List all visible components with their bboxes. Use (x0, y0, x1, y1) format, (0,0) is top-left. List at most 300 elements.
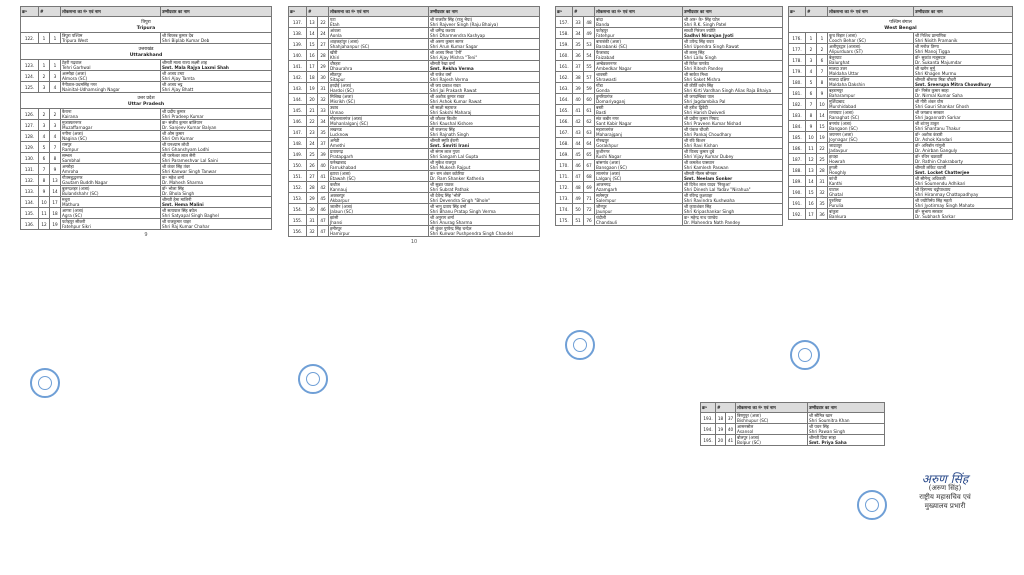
serial-number: 159. (556, 39, 573, 50)
constituency-name-english: Etah (330, 22, 340, 27)
constituency-name-english: Akbarpur (330, 198, 350, 203)
constituency-name-hindi: एटा (330, 17, 336, 22)
state-heading-row (21, 44, 272, 60)
constituency-number: 9 (50, 164, 61, 175)
serial-number: 137. (289, 17, 307, 28)
constituency-name-english: Bangaon (SC) (829, 126, 858, 131)
serial-number: 191. (789, 198, 806, 209)
constituency-cell (828, 132, 914, 143)
constituency-name-english: Kushi Nagar (596, 154, 622, 159)
header-pc: लोकसभा का नं॰ एवं नाम (736, 403, 808, 413)
header-no: # (806, 7, 828, 17)
candidate-name-english-text: Shri Ajay Bhatt (162, 87, 194, 92)
table-row (789, 187, 1013, 198)
candidate-name-english-text: Shri R.K. Singh Patel (684, 22, 727, 27)
constituency-number: 39 (318, 149, 329, 160)
candidate-name-english (162, 169, 270, 174)
table-row (556, 215, 783, 226)
serial-number: 134. (21, 197, 39, 208)
candidate-cell (161, 33, 272, 44)
state-row-number: 29 (307, 193, 318, 204)
constituency-number: 31 (817, 176, 828, 187)
constituency-name-hindi: रामपुर (62, 142, 72, 147)
candidate-name-english (809, 440, 883, 445)
serial-number: 168. (556, 138, 573, 149)
candidate-name-english-text: Smt. Rekha Verma (430, 66, 474, 71)
candidate-name-english (430, 132, 538, 137)
candidate-name-english-text: Shri Sangam Lal Gupta (430, 154, 479, 159)
candidate-name-english-text: Shri Jagdambika Pal (684, 99, 726, 104)
serial-number: 149. (289, 149, 307, 160)
state-row-number: 19 (307, 83, 318, 94)
constituency-name-hindi: गोंडा (596, 83, 603, 88)
constituency-number: 10 (817, 99, 828, 110)
constituency-name-hindi: हमीरपुर (330, 226, 342, 231)
constituency-name-english: Balurghat (829, 60, 850, 65)
table-row (289, 138, 540, 149)
constituency-name-english: Shahjahanpur (SC) (330, 44, 370, 49)
candidate-cell (161, 131, 272, 142)
constituency-cell (828, 121, 914, 132)
constituency-name-english: Gorakhpur (596, 143, 619, 148)
state-row-number: 37 (573, 61, 584, 72)
constituency-cell (595, 171, 683, 182)
table-header (556, 7, 783, 17)
candidate-name-english-text: Shri Ravi Kishan (684, 143, 718, 148)
constituency-name-hindi: मुजफ्फरनगर (62, 120, 82, 125)
candidate-name-english-text: Shri Devendra Singh "Bhole" (430, 198, 491, 203)
constituency-name-english: Azamgarh (596, 187, 618, 192)
constituency-cell (61, 60, 161, 71)
constituency-name-english: Misrikh (SC) (330, 99, 356, 104)
table-row (289, 61, 540, 72)
candidate-name-hindi: श्री अजय टम्टा (162, 71, 185, 76)
table-row (21, 142, 272, 153)
candidate-cell (683, 204, 783, 215)
constituency-name-hindi: कन्नौज (330, 182, 340, 187)
candidate-name-english-text: Shri Rajveer Singh (Raju Bhaiya) (430, 22, 498, 27)
constituency-cell (736, 424, 808, 435)
candidate-name-hindi: डा॰ महेश शर्मा (162, 175, 184, 180)
candidate-name-hindi: श्री कमलेश पासवान (684, 160, 715, 165)
table-row (21, 131, 272, 142)
candidate-name-english (809, 418, 883, 423)
constituency-cell (61, 131, 161, 142)
constituency-cell (61, 82, 161, 93)
candidate-table (20, 6, 272, 230)
serial-number: 182. (789, 99, 806, 110)
constituency-number: 32 (318, 94, 329, 105)
constituency-number: 4 (50, 82, 61, 93)
candidate-name-english (430, 176, 538, 181)
candidate-name-english-text: Smt. Neelam Sonker (684, 176, 733, 181)
constituency-name-english: Ambedkar Nagar (596, 66, 632, 71)
candidate-name-english-text: Smt. Locket Chatterjee (915, 170, 970, 175)
constituency-number: 6 (817, 55, 828, 66)
constituency-name-english: Aonla (330, 33, 342, 38)
candidate-cell (161, 82, 272, 93)
constituency-name-english: Pratapgarh (330, 154, 354, 159)
candidate-name-english (430, 66, 538, 71)
constituency-number: 31 (318, 83, 329, 94)
constituency-name-hindi: आगरा (अजा) (62, 208, 84, 213)
candidate-name-english (915, 82, 1011, 87)
candidate-cell (914, 88, 1013, 99)
constituency-number: 2 (817, 44, 828, 55)
constituency-name-english: Fatehpur (596, 33, 615, 38)
candidate-name-english (430, 187, 538, 192)
constituency-cell (329, 149, 429, 160)
table-row (289, 39, 540, 50)
candidate-table (788, 6, 1013, 220)
state-row-number: 15 (307, 39, 318, 50)
candidate-name-english-text: Shri Kaushal Kishore (430, 121, 473, 126)
candidate-name-english (915, 148, 1011, 153)
candidate-cell (683, 39, 783, 50)
constituency-cell (329, 94, 429, 105)
state-name-english: Uttar Pradesh (127, 102, 165, 107)
constituency-name-english: Faizabad (596, 55, 615, 60)
constituency-cell (595, 72, 683, 83)
candidate-name-hindi: श्री साकेत मिश्रा (684, 72, 708, 77)
constituency-name-hindi: अलीपुरद्वार (अजजा) (829, 44, 861, 49)
candidate-cell (429, 50, 540, 61)
serial-number: 169. (556, 149, 573, 160)
constituency-number: 61 (584, 105, 595, 116)
constituency-number: 40 (726, 424, 736, 435)
header-candidate: उम्मीदवार का नाम (161, 7, 272, 17)
candidate-cell (683, 160, 783, 171)
constituency-number: 40 (318, 160, 329, 171)
constituency-number: 22 (318, 17, 329, 28)
candidate-name-english (162, 76, 270, 81)
candidate-name-hindi: श्री परमेश्वर लाल सैनी (162, 153, 196, 158)
serial-number: 167. (556, 127, 573, 138)
constituency-cell (329, 61, 429, 72)
candidate-name-hindi: डॉ॰ सुभाष सरकार (915, 209, 943, 214)
table-row (21, 82, 272, 93)
state-row-number: 24 (307, 138, 318, 149)
constituency-number: 49 (584, 28, 595, 39)
candidate-cell (429, 226, 540, 237)
table-row (789, 165, 1013, 176)
serial-number: 160. (556, 50, 573, 61)
candidate-cell (683, 72, 783, 83)
candidate-name-english-text: Shri Jyotirmay Singh Mahato (915, 203, 975, 208)
constituency-name-english: Sitapur (330, 77, 346, 82)
serial-number: 173. (556, 193, 573, 204)
candidate-cell (914, 121, 1013, 132)
constituency-name-hindi: अल्मोड़ा (अजा) (62, 71, 87, 76)
candidate-name-english-text: Smt. Priya Saha (809, 440, 847, 445)
candidate-name-english-text: Shri Kanwar Singh Tanwar (162, 169, 217, 174)
constituency-name-hindi: अकबरपुर (330, 193, 345, 198)
state-row-number: 50 (573, 204, 584, 215)
candidate-name-english (915, 104, 1011, 109)
table-row (289, 50, 540, 61)
candidate-cell (683, 215, 783, 226)
candidate-name-hindi: श्री कुंवर पुष्पेन्द्र सिंह चन्देल (430, 226, 472, 231)
candidate-cell (914, 132, 1013, 143)
candidate-name-hindi: डॉ॰ अशोक कंडारी (915, 132, 943, 137)
constituency-name-english: Ghatal (829, 192, 843, 197)
constituency-name-hindi: फर्रुखाबाद (330, 160, 346, 165)
constituency-name-english: Sambhal (62, 158, 81, 163)
constituency-name-hindi: जादवपुर (829, 143, 842, 148)
document-page-2 (288, 6, 540, 245)
candidate-name-english (430, 165, 538, 170)
candidate-cell (429, 28, 540, 39)
constituency-cell (828, 209, 914, 220)
serial-number: 190. (789, 187, 806, 198)
candidate-name-english-text: Dr. Subhash Sarkar (915, 214, 956, 219)
candidate-name-english-text: Shri Ajay Tamta (162, 76, 195, 81)
constituency-number: 28 (318, 50, 329, 61)
candidate-name-hindi: श्री अनुराग शर्मा (430, 215, 454, 220)
state-row-number: 3 (806, 55, 817, 66)
constituency-name-hindi: गौतमबुद्धनगर (62, 175, 83, 180)
constituency-name-hindi: लालगंज (अजा) (596, 171, 621, 176)
candidate-name-english-text: Shri Soumitra Khan (809, 418, 850, 423)
constituency-name-english: Unnao (330, 110, 344, 115)
serial-number: 179. (789, 66, 806, 77)
candidate-cell (914, 154, 1013, 165)
constituency-name-hindi: जालौन (अजा) (330, 204, 353, 209)
header-no: # (307, 7, 329, 17)
candidate-cell (161, 153, 272, 164)
constituency-number: 1 (817, 33, 828, 44)
serial-number: 189. (789, 176, 806, 187)
candidate-name-english (915, 192, 1011, 197)
table-row (289, 94, 540, 105)
serial-number: 187. (789, 154, 806, 165)
header-candidate: उम्मीदवार का नाम (683, 7, 783, 17)
constituency-name-english: Howrah (829, 159, 846, 164)
candidate-name-english-text: Shri Pawan Singh (809, 429, 846, 434)
constituency-name-english: Mohanlalganj (SC) (330, 121, 369, 126)
header-candidate: उम्मीदवार का नाम (808, 403, 885, 413)
candidate-cell (429, 149, 540, 160)
constituency-name-english: Jalaun (SC) (330, 209, 354, 214)
candidate-name-hindi: डा॰ महेन्द्र नाथ पाण्डेय (684, 215, 718, 220)
constituency-name-hindi: झांसी (330, 215, 339, 220)
state-row-number: 26 (307, 160, 318, 171)
table-row (21, 33, 272, 44)
state-row-number: 30 (307, 204, 318, 215)
table-row (289, 171, 540, 182)
constituency-name-english: Dhaurahra (330, 66, 353, 71)
state-row-number: 40 (573, 94, 584, 105)
candidate-name-hindi: श्री ओम कुमार (162, 131, 185, 136)
table-row (789, 121, 1013, 132)
constituency-name-hindi: महाराजगंज (596, 127, 614, 132)
constituency-cell (61, 120, 161, 131)
serial-number: 165. (556, 105, 573, 116)
constituency-name-english: Rampur (62, 147, 79, 152)
header-sr: क्र॰ (21, 7, 39, 17)
candidate-cell (429, 39, 540, 50)
constituency-number: 41 (726, 435, 736, 446)
serial-number: 178. (789, 55, 806, 66)
document-page-1 (20, 6, 272, 238)
candidate-name-english (162, 87, 270, 92)
candidate-cell (429, 193, 540, 204)
table-row (21, 164, 272, 175)
constituency-number: 67 (584, 160, 595, 171)
candidate-cell (429, 83, 540, 94)
candidate-name-english-text: Shri Ajay Mishra "Teni" (430, 55, 478, 60)
constituency-number: 57 (584, 72, 595, 83)
table-row (789, 132, 1013, 143)
table-row (789, 143, 1013, 154)
table-row (701, 435, 885, 446)
candidate-name-english (162, 191, 270, 196)
table-body (21, 17, 272, 230)
constituency-cell (329, 50, 429, 61)
state-heading-row (789, 17, 1013, 33)
candidate-name-english (915, 181, 1011, 186)
candidate-name-english-text: Shri Dinesh Lal Yadav "Nirahua" (684, 187, 751, 192)
serial-number: 147. (289, 127, 307, 138)
table-row (556, 193, 783, 204)
serial-number: 126. (21, 109, 39, 120)
constituency-number: 60 (584, 94, 595, 105)
constituency-number: 8 (817, 77, 828, 88)
candidate-name-hindi: श्री जगदम्बिका पाल (684, 94, 714, 99)
candidate-name-hindi: श्री ज्योतिर्मय सिंह महतो (915, 198, 952, 203)
constituency-name-english: Jadavpur (829, 148, 848, 153)
candidate-name-hindi: श्री धर्मेन्द्र कश्यप (430, 28, 456, 33)
constituency-name-english: Maldaha Uttar (829, 71, 859, 76)
constituency-name-english: Muzaffarnagar (62, 125, 93, 130)
constituency-name-hindi: फतेहपुर सीकरी (62, 219, 86, 224)
candidate-name-english (809, 429, 883, 434)
candidate-cell (161, 219, 272, 230)
candidate-name-english-text: Shri Ritesh Pandey (684, 66, 724, 71)
signatory-title-line2: मुख्यालय प्रभारी (924, 502, 966, 510)
candidate-name-hindi: श्री मनोज तिग्गा (915, 44, 939, 49)
office-stamp (857, 490, 887, 520)
candidate-name-hindi: श्री संगम लाल गुप्ता (430, 149, 460, 154)
constituency-name-english: Purulia (829, 203, 844, 208)
candidate-name-english (162, 180, 270, 185)
state-name-english: West Bengal (884, 26, 917, 31)
candidate-name-english-text: Shri Jagannath Sarkar (915, 115, 961, 120)
candidate-name-english-text: Smt. Smriti Irani (430, 143, 470, 148)
constituency-name-hindi: अमेठी (330, 138, 340, 143)
state-row-number: 36 (573, 50, 584, 61)
table-row (289, 17, 540, 28)
constituency-cell (828, 154, 914, 165)
candidate-name-english (162, 38, 270, 43)
serial-number: 151. (289, 171, 307, 182)
candidate-name-english (162, 158, 270, 163)
state-row-number: 18 (307, 72, 318, 83)
candidate-name-english (430, 110, 538, 115)
table-row (21, 60, 272, 71)
state-row-number: 28 (307, 182, 318, 193)
constituency-cell (828, 33, 914, 44)
constituency-cell (329, 160, 429, 171)
state-row-number: 9 (806, 121, 817, 132)
candidate-name-english-text: Shri Shantanu Thakur (915, 126, 961, 131)
candidate-name-hindi: डॉ॰ रथिन चक्रवर्ती (915, 154, 943, 159)
candidate-name-hindi: श्री खगेन मुर्मू (915, 66, 935, 71)
constituency-name-english: Maharajganj (596, 132, 622, 137)
candidate-cell (914, 33, 1013, 44)
state-row-number: 31 (307, 215, 318, 226)
table-row (556, 83, 783, 94)
constituency-name-hindi: अमरोहा (62, 164, 74, 169)
constituency-name-hindi: अम्बेडकरनगर (596, 61, 617, 66)
serial-number: 172. (556, 182, 573, 193)
constituency-name-hindi: डुमरियागंज (596, 94, 613, 99)
candidate-table (288, 6, 540, 237)
serial-number: 141. (289, 61, 307, 72)
constituency-name-hindi: मालदा दक्षिण (829, 77, 850, 82)
constituency-name-english: Mathura (62, 202, 80, 207)
candidate-name-hindi: श्रीमती हेमा मालिनी (162, 197, 192, 202)
serial-number: 130. (21, 153, 39, 164)
constituency-name-hindi: त्रिपुरा पश्चिम (62, 33, 83, 38)
constituency-name-hindi: बहरामपुर (829, 88, 844, 93)
constituency-name-hindi: बांसगांव (अजा) (596, 160, 621, 165)
candidate-cell (808, 435, 885, 446)
state-row-number: 16 (307, 50, 318, 61)
constituency-cell (595, 204, 683, 215)
constituency-number: 30 (318, 72, 329, 83)
header-sr: क्र॰ (556, 7, 573, 17)
constituency-name-hindi: मोहनलालगंज (अजा) (330, 116, 363, 121)
document-page-4 (788, 6, 1013, 220)
candidate-name-english-text: Shri Pradeep Kumar (162, 114, 204, 119)
constituency-cell (61, 109, 161, 120)
constituency-name-hindi: प्रतापगढ़ (330, 149, 343, 154)
constituency-name-hindi: इटावा (अजा) (330, 171, 351, 176)
constituency-number: 46 (318, 204, 329, 215)
constituency-cell (61, 175, 161, 186)
table-header (789, 7, 1013, 17)
serial-number: 124. (21, 71, 39, 82)
constituency-name-english: Bolpur (SC) (737, 440, 761, 445)
constituency-cell (595, 105, 683, 116)
candidate-name-english (684, 132, 781, 137)
constituency-number: 3 (50, 120, 61, 131)
candidate-name-hindi: श्री पवन सिंह (809, 424, 829, 429)
constituency-name-hindi: घाटाल (829, 187, 839, 192)
candidate-name-english (430, 209, 538, 214)
candidate-name-english-text: Dr. Mahendra Nath Pandey (684, 220, 741, 225)
state-row-number: 43 (573, 127, 584, 138)
table-body (789, 17, 1013, 220)
candidate-name-english (162, 147, 270, 152)
candidate-name-hindi: श्रीमती रेखा वर्मा (430, 61, 455, 66)
candidate-name-english-text: Shri Rajesh Verma (430, 77, 469, 82)
serial-number: 123. (21, 60, 39, 71)
state-name-english: Tripura (136, 26, 156, 31)
serial-number: 127. (21, 120, 39, 131)
state-row-number: 10 (39, 197, 50, 208)
constituency-name-hindi: कांथी (829, 176, 838, 181)
serial-number: 148. (289, 138, 307, 149)
candidate-cell (161, 197, 272, 208)
header-sr: क्र॰ (701, 403, 716, 413)
candidate-name-hindi: श्री कौशल किशोर (430, 116, 457, 121)
candidate-name-english (915, 214, 1011, 219)
serial-number: 144. (289, 94, 307, 105)
candidate-table (700, 402, 885, 446)
candidate-cell (429, 215, 540, 226)
